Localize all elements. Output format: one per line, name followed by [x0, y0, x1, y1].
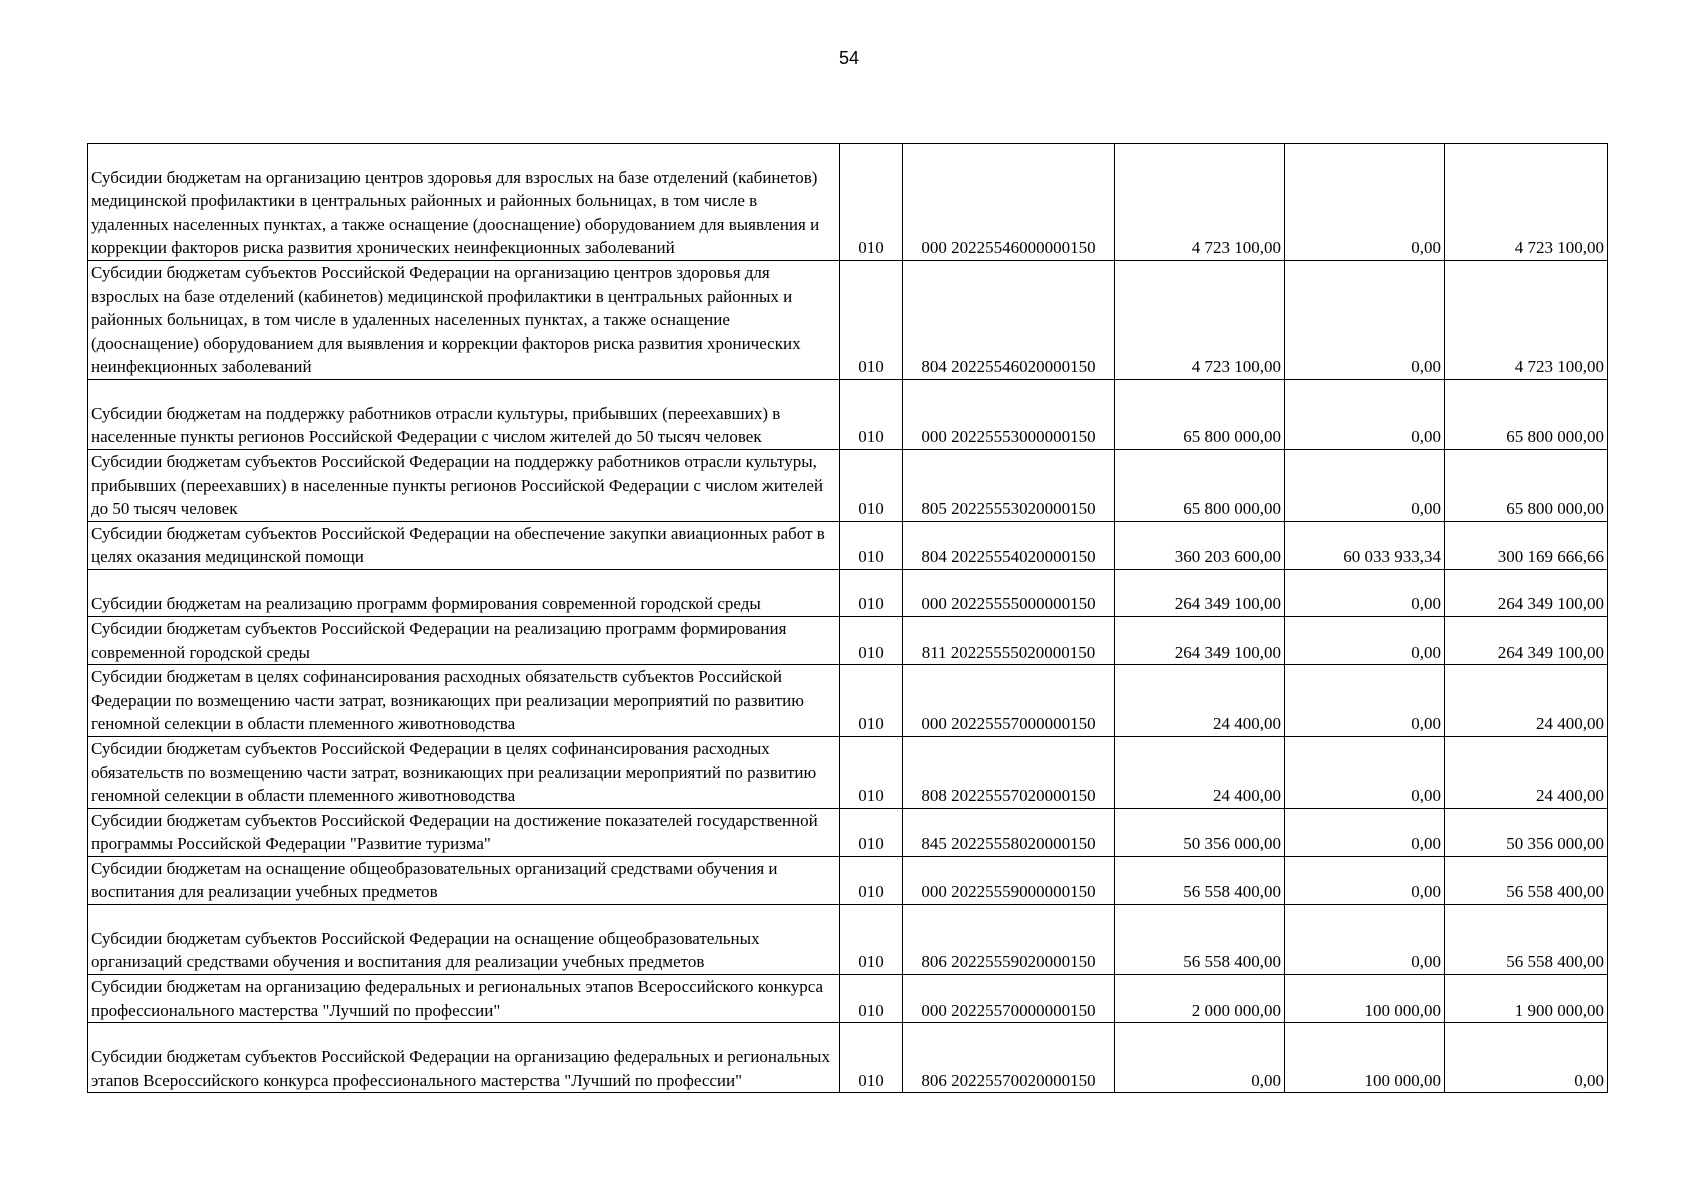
row-value-1: 50 356 000,00 — [1115, 808, 1285, 856]
table-row — [88, 808, 1608, 856]
row-budget-code: 806 20225559020000150 — [903, 905, 1115, 975]
row-admin-code: 010 — [840, 521, 903, 569]
row-budget-code: 000 20225553000000150 — [903, 379, 1115, 449]
row-value-1: 2 000 000,00 — [1115, 975, 1285, 1023]
row-budget-code: 000 20225559000000150 — [903, 856, 1115, 904]
row-budget-code: 811 20225555020000150 — [903, 616, 1115, 664]
row-value-3: 0,00 — [1445, 1023, 1608, 1093]
row-value-2: 0,00 — [1285, 379, 1445, 449]
row-admin-code: 010 — [840, 905, 903, 975]
row-value-2: 0,00 — [1285, 736, 1445, 808]
budget-table — [87, 143, 1608, 1093]
row-name: Субсидии бюджетам субъектов Российской Федерации в целях софинансирования расходных обязательств по возмещению части затрат, возникающих при реализации мероприятий по развитию геномной селекции в области племенного животноводства — [88, 736, 840, 808]
table-row — [88, 1023, 1608, 1093]
row-name: Субсидии бюджетам на организацию центров здоровья для взрослых на базе отделений (кабинетов) медицинской профилактики в центральных районных и районных больницах, в том числе в удаленных населенных пунктах, а также оснащение (дооснащение) оборудованием для выявления и коррекции факторов риска развития хронических неинфекционных заболеваний — [88, 144, 840, 261]
row-value-3: 24 400,00 — [1445, 665, 1608, 737]
table-row — [88, 975, 1608, 1023]
row-admin-code: 010 — [840, 1023, 903, 1093]
row-value-2: 100 000,00 — [1285, 975, 1445, 1023]
row-value-2: 0,00 — [1285, 449, 1445, 521]
row-admin-code: 010 — [840, 856, 903, 904]
table-row — [88, 569, 1608, 616]
row-budget-code: 808 20225557020000150 — [903, 736, 1115, 808]
row-name: Субсидии бюджетам субъектов Российской Федерации на обеспечение закупки авиационных работ в целях оказания медицинской помощи — [88, 521, 840, 569]
row-value-2: 0,00 — [1285, 665, 1445, 737]
row-name: Субсидии бюджетам на реализацию программ формирования современной городской среды — [88, 569, 840, 616]
row-value-3: 300 169 666,66 — [1445, 521, 1608, 569]
row-value-3: 65 800 000,00 — [1445, 379, 1608, 449]
table-row — [88, 905, 1608, 975]
row-value-1: 264 349 100,00 — [1115, 616, 1285, 664]
row-admin-code: 010 — [840, 449, 903, 521]
page-number: 54 — [838, 48, 860, 68]
row-name: Субсидии бюджетам субъектов Российской Федерации на организацию федеральных и региональных этапов Всероссийского конкурса профессионального мастерства "Лучший по профессии" — [88, 1023, 840, 1093]
row-value-2: 0,00 — [1285, 261, 1445, 380]
row-name: Субсидии бюджетам субъектов Российской Федерации на достижение показателей государственной программы Российской Федерации "Развитие туризма" — [88, 808, 840, 856]
row-admin-code: 010 — [840, 665, 903, 737]
table-row — [88, 665, 1608, 737]
row-value-1: 24 400,00 — [1115, 665, 1285, 737]
row-value-2: 0,00 — [1285, 808, 1445, 856]
row-admin-code: 010 — [840, 736, 903, 808]
row-value-3: 56 558 400,00 — [1445, 905, 1608, 975]
row-value-3: 264 349 100,00 — [1445, 616, 1608, 664]
row-name: Субсидии бюджетам субъектов Российской Федерации на поддержку работников отрасли культуры, прибывших (переехавших) в населенные пункты регионов Российской Федерации с числом жителей до 50 тысяч человек — [88, 449, 840, 521]
row-value-3: 56 558 400,00 — [1445, 856, 1608, 904]
row-budget-code: 804 20225546020000150 — [903, 261, 1115, 380]
row-budget-code: 000 20225570000000150 — [903, 975, 1115, 1023]
row-budget-code: 000 20225546000000150 — [903, 144, 1115, 261]
row-admin-code: 010 — [840, 379, 903, 449]
table-row — [88, 144, 1608, 261]
row-admin-code: 010 — [840, 261, 903, 380]
row-value-1: 264 349 100,00 — [1115, 569, 1285, 616]
table-row — [88, 856, 1608, 904]
row-name: Субсидии бюджетам субъектов Российской Федерации на организацию центров здоровья для взрослых на базе отделений (кабинетов) медицинской профилактики в центральных районных и районных больницах, в том числе в удаленных населенных пунктах, а также оснащение (дооснащение) оборудованием для выявления и коррекции факторов риска развития хронических неинфекционных заболеваний — [88, 261, 840, 380]
row-value-2: 0,00 — [1285, 905, 1445, 975]
row-value-2: 0,00 — [1285, 616, 1445, 664]
row-value-1: 360 203 600,00 — [1115, 521, 1285, 569]
row-value-1: 65 800 000,00 — [1115, 449, 1285, 521]
row-value-1: 65 800 000,00 — [1115, 379, 1285, 449]
row-budget-code: 845 20225558020000150 — [903, 808, 1115, 856]
table-row — [88, 736, 1608, 808]
row-admin-code: 010 — [840, 616, 903, 664]
table-row — [88, 261, 1608, 380]
row-value-3: 4 723 100,00 — [1445, 261, 1608, 380]
row-value-3: 65 800 000,00 — [1445, 449, 1608, 521]
row-value-2: 100 000,00 — [1285, 1023, 1445, 1093]
row-budget-code: 805 20225553020000150 — [903, 449, 1115, 521]
row-admin-code: 010 — [840, 808, 903, 856]
row-value-1: 24 400,00 — [1115, 736, 1285, 808]
table-row — [88, 379, 1608, 449]
row-value-3: 50 356 000,00 — [1445, 808, 1608, 856]
row-value-2: 60 033 933,34 — [1285, 521, 1445, 569]
row-name: Субсидии бюджетам на организацию федеральных и региональных этапов Всероссийского конкурса профессионального мастерства "Лучший по профессии" — [88, 975, 840, 1023]
row-value-1: 56 558 400,00 — [1115, 856, 1285, 904]
row-value-2: 0,00 — [1285, 144, 1445, 261]
row-name: Субсидии бюджетам субъектов Российской Федерации на реализацию программ формирования современной городской среды — [88, 616, 840, 664]
row-budget-code: 000 20225555000000150 — [903, 569, 1115, 616]
row-value-1: 56 558 400,00 — [1115, 905, 1285, 975]
row-value-1: 4 723 100,00 — [1115, 261, 1285, 380]
table-row — [88, 616, 1608, 664]
row-name: Субсидии бюджетам на оснащение общеобразовательных организаций средствами обучения и воспитания для реализации учебных предметов — [88, 856, 840, 904]
row-value-2: 0,00 — [1285, 569, 1445, 616]
row-value-3: 24 400,00 — [1445, 736, 1608, 808]
row-name: Субсидии бюджетам субъектов Российской Федерации на оснащение общеобразовательных организаций средствами обучения и воспитания для реализации учебных предметов — [88, 905, 840, 975]
row-value-1: 0,00 — [1115, 1023, 1285, 1093]
table-row — [88, 449, 1608, 521]
row-value-1: 4 723 100,00 — [1115, 144, 1285, 261]
row-admin-code: 010 — [840, 144, 903, 261]
row-budget-code: 804 20225554020000150 — [903, 521, 1115, 569]
row-budget-code: 000 20225557000000150 — [903, 665, 1115, 737]
row-budget-code: 806 20225570020000150 — [903, 1023, 1115, 1093]
row-admin-code: 010 — [840, 975, 903, 1023]
table-row — [88, 521, 1608, 569]
row-name: Субсидии бюджетам в целях софинансирования расходных обязательств субъектов Российской Федерации по возмещению части затрат, возникающих при реализации мероприятий по развитию геномной селекции в области племенного животноводства — [88, 665, 840, 737]
row-value-3: 264 349 100,00 — [1445, 569, 1608, 616]
row-admin-code: 010 — [840, 569, 903, 616]
row-value-3: 4 723 100,00 — [1445, 144, 1608, 261]
row-name: Субсидии бюджетам на поддержку работников отрасли культуры, прибывших (переехавших) в населенные пункты регионов Российской Федерации с числом жителей до 50 тысяч человек — [88, 379, 840, 449]
row-value-3: 1 900 000,00 — [1445, 975, 1608, 1023]
row-value-2: 0,00 — [1285, 856, 1445, 904]
